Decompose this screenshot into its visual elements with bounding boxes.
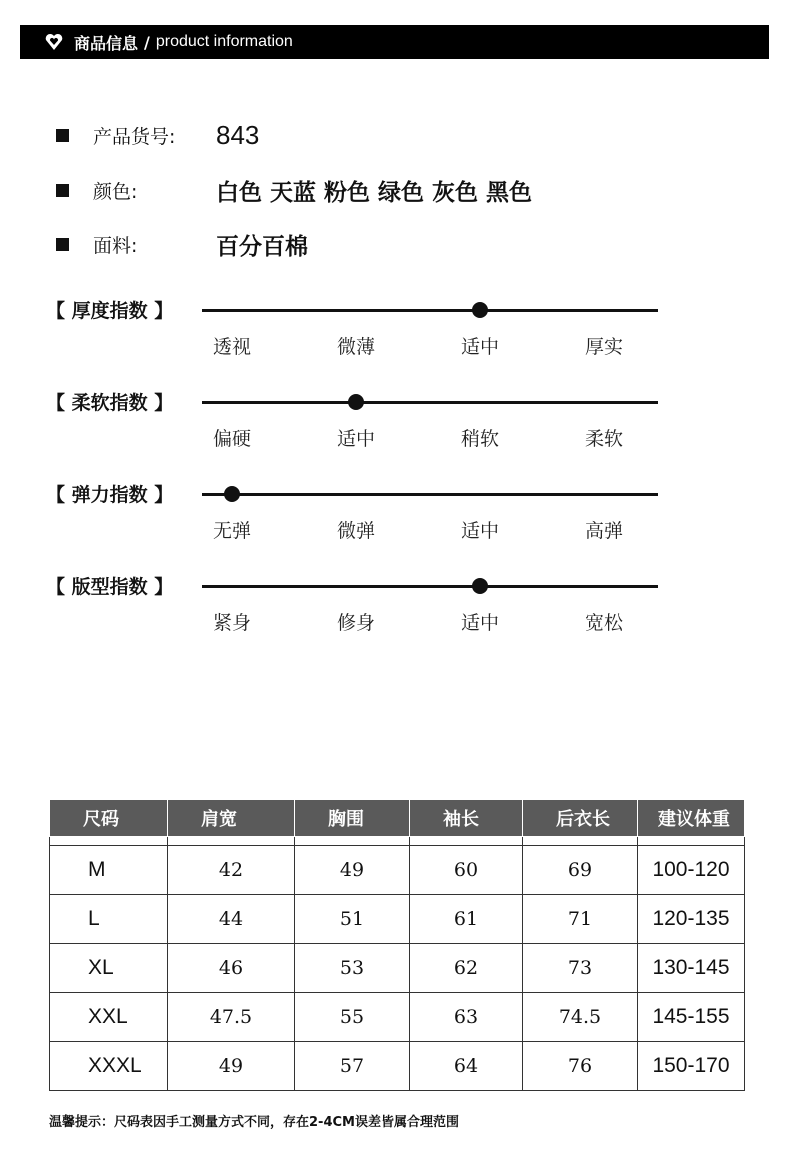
table-cell: 73 <box>523 944 638 993</box>
info-value: 843 <box>216 120 260 150</box>
scale-title: 【 版型指数 】 <box>46 576 174 598</box>
table-cell: 47.5 <box>168 993 295 1042</box>
table-row <box>50 895 745 944</box>
table-header-cell: 肩宽 <box>168 800 295 837</box>
info-row-item-number <box>56 120 259 151</box>
table-cell: 55 <box>295 993 410 1042</box>
header-slash: / <box>144 32 150 52</box>
table-cell: 57 <box>295 1042 410 1091</box>
table-cell: 74.5 <box>523 993 638 1042</box>
bullet-square-icon <box>56 238 69 251</box>
scale-marker <box>224 486 240 502</box>
table-cell: 130-145 <box>638 944 745 993</box>
scale-marker <box>472 302 488 318</box>
bullet-square-icon <box>56 184 69 197</box>
table-cell: 145-155 <box>638 993 745 1042</box>
spacer-cell <box>523 837 638 846</box>
scale-option-label: 适中 <box>461 520 500 542</box>
info-label: 面料: <box>93 235 138 257</box>
table-row <box>50 993 745 1042</box>
table-cell: 42 <box>168 846 295 895</box>
scale-option-label: 适中 <box>461 612 500 634</box>
spacer-cell <box>410 837 523 846</box>
table-cell: 69 <box>523 846 638 895</box>
table-cell: 53 <box>295 944 410 993</box>
table-cell: 60 <box>410 846 523 895</box>
table-cell: L <box>50 895 168 944</box>
scale-option-label: 柔软 <box>585 428 624 450</box>
table-cell: 63 <box>410 993 523 1042</box>
scale-option-label: 宽松 <box>585 612 624 634</box>
scale-marker <box>348 394 364 410</box>
table-cell: XL <box>50 944 168 993</box>
table-header-row <box>50 800 745 837</box>
info-row-colors <box>56 174 532 207</box>
scale-option-label: 厚实 <box>585 336 624 358</box>
table-cell: 76 <box>523 1042 638 1091</box>
scale-option-label: 微薄 <box>337 336 376 358</box>
scale-line <box>202 493 658 496</box>
info-row-fabric <box>56 228 308 261</box>
spacer-cell <box>295 837 410 846</box>
info-value: 白色 天蓝 粉色 绿色 灰色 黑色 <box>216 180 533 206</box>
table-cell: M <box>50 846 168 895</box>
scale-title: 【 厚度指数 】 <box>46 300 174 322</box>
table-header-cell: 后衣长 <box>523 800 638 837</box>
spacer-cell <box>50 837 168 846</box>
table-cell: 71 <box>523 895 638 944</box>
section-header <box>20 25 769 59</box>
table-cell: 49 <box>295 846 410 895</box>
scale-option-label: 修身 <box>337 612 376 634</box>
scale-option-label: 适中 <box>337 428 376 450</box>
table-cell: XXXL <box>50 1042 168 1091</box>
table-row <box>50 944 745 993</box>
header-title-en: product information <box>155 33 293 50</box>
spacer-cell <box>638 837 745 846</box>
scale-option-label: 偏硬 <box>213 428 252 450</box>
table-row <box>50 1042 745 1091</box>
scale-line <box>202 401 658 404</box>
table-cell: 100-120 <box>638 846 745 895</box>
table-cell: 44 <box>168 895 295 944</box>
scale-option-label: 微弹 <box>337 520 376 542</box>
table-cell: 150-170 <box>638 1042 745 1091</box>
scale-line <box>202 585 658 588</box>
scale-title: 【 弹力指数 】 <box>46 484 174 506</box>
scale-option-label: 适中 <box>461 336 500 358</box>
table-cell: XXL <box>50 993 168 1042</box>
header-title-cn: 商品信息 <box>74 33 139 53</box>
scale-option-label: 紧身 <box>213 612 252 634</box>
table-header-cell: 建议体重 <box>638 800 745 837</box>
heart-icon <box>44 32 64 52</box>
scale-marker <box>472 578 488 594</box>
table-header-cell: 胸围 <box>295 800 410 837</box>
footnote: 温馨提示：尺码表因手工测量方式不同，存在2-4CM误差皆属合理范围 <box>49 1115 459 1130</box>
size-table <box>49 799 745 1091</box>
table-spacer-row <box>50 837 745 846</box>
info-value: 百分百棉 <box>216 234 308 260</box>
table-cell: 49 <box>168 1042 295 1091</box>
info-label: 产品货号: <box>93 126 176 148</box>
table-cell: 62 <box>410 944 523 993</box>
spacer-cell <box>168 837 295 846</box>
scale-option-label: 透视 <box>213 336 252 358</box>
table-cell: 46 <box>168 944 295 993</box>
table-row <box>50 846 745 895</box>
table-cell: 61 <box>410 895 523 944</box>
bullet-square-icon <box>56 129 69 142</box>
info-label: 颜色: <box>93 181 138 203</box>
scale-line <box>202 309 658 312</box>
table-header-cell: 尺码 <box>50 800 168 837</box>
table-cell: 64 <box>410 1042 523 1091</box>
scale-title: 【 柔软指数 】 <box>46 392 174 414</box>
table-cell: 120-135 <box>638 895 745 944</box>
scale-option-label: 高弹 <box>585 520 624 542</box>
scale-option-label: 稍软 <box>461 428 500 450</box>
table-cell: 51 <box>295 895 410 944</box>
table-header-cell: 袖长 <box>410 800 523 837</box>
scale-option-label: 无弹 <box>213 520 252 542</box>
